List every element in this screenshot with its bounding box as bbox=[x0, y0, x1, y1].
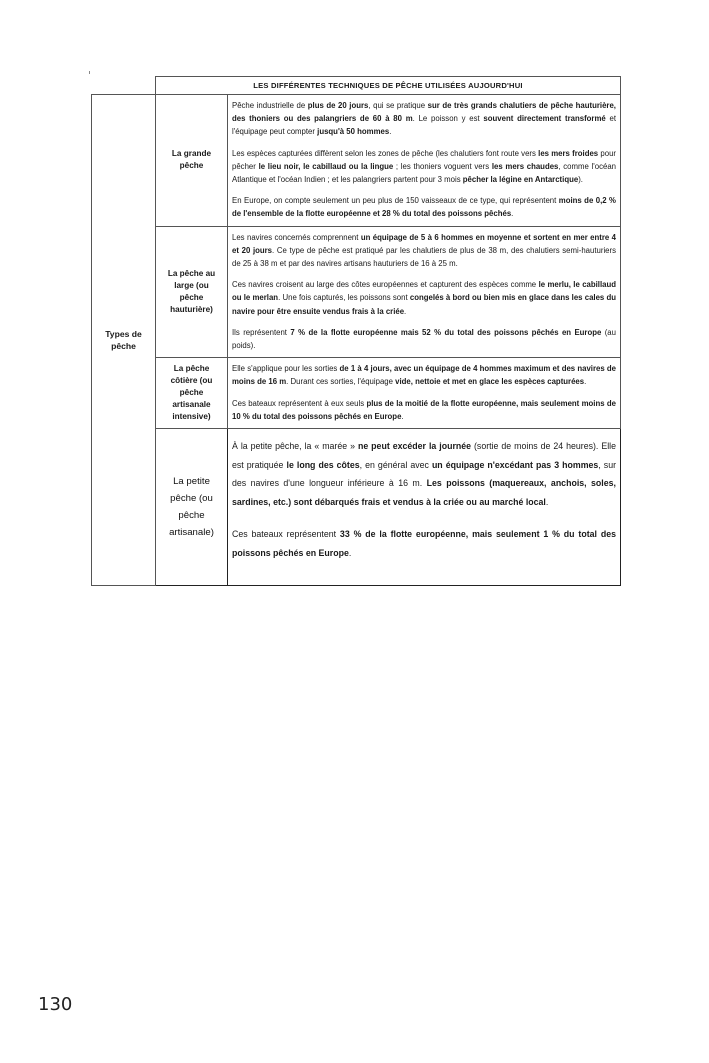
bold-text: ne peut excéder la journée bbox=[357, 441, 472, 452]
category-peche-au-large: La pêche au large (ou pêche hauturière) bbox=[156, 226, 228, 358]
description-paragraph bbox=[232, 231, 616, 271]
bold-text: jusqu'à 50 hommes bbox=[317, 127, 390, 137]
table-row bbox=[92, 95, 621, 227]
description-paragraph bbox=[232, 525, 616, 562]
description-peche-au-large bbox=[228, 226, 621, 358]
bold-text: les mers froides bbox=[538, 148, 599, 158]
category-grande-peche: La grande pêche bbox=[156, 95, 228, 227]
table-row bbox=[92, 429, 621, 586]
text: . Une fois capturés, les poissons sont bbox=[278, 293, 410, 303]
description-paragraph bbox=[232, 99, 616, 139]
bold-text: plus de 20 jours bbox=[307, 101, 369, 110]
text: , en général avec bbox=[359, 459, 432, 470]
text: Ces bateaux représentent bbox=[232, 529, 340, 540]
fishing-techniques-table-container bbox=[91, 76, 620, 586]
text: Elle s'applique pour les sorties bbox=[232, 364, 340, 374]
description-grande-peche bbox=[228, 95, 621, 227]
text: ; les thoniers voguent vers bbox=[393, 161, 492, 171]
text: Pêche industrielle de bbox=[232, 101, 308, 110]
corner-mark bbox=[89, 71, 93, 74]
text: ). bbox=[578, 175, 583, 185]
bold-text: les mers chaudes bbox=[491, 161, 559, 171]
bold-text: pêcher la légine en Antarctique bbox=[462, 175, 579, 185]
text: Les navires concernés comprennent bbox=[232, 232, 361, 242]
text: En Europe, on compte seulement un peu plus de 150 vaisseaux de ce type, qui représentent bbox=[232, 196, 559, 206]
text: (sortie de moins de 24 heures). Elle est pratiquée bbox=[232, 441, 617, 470]
text: , sur des navires d'une longueur inférieure à 16 m. bbox=[232, 459, 617, 489]
table-corner-empty bbox=[92, 77, 156, 95]
description-paragraph bbox=[232, 437, 616, 511]
table-row bbox=[92, 358, 621, 429]
text: . bbox=[511, 209, 514, 219]
bold-text: congelés à bord ou bien mis en glace dans les cales du navire pour être ensuite vendus frais à la criée bbox=[232, 293, 616, 316]
bold-text: un équipage de 5 à 6 hommes en moyenne et sortent en mer entre 4 et 20 jours bbox=[232, 232, 616, 255]
description-paragraph bbox=[232, 194, 616, 220]
text: . bbox=[404, 306, 407, 316]
fishing-techniques-table bbox=[91, 76, 621, 586]
bold-text: vide, nettoie et met en glace les espèces capturées bbox=[395, 377, 585, 387]
bold-text: de 1 à 4 jours, avec un équipage de 4 hommes maximum et des navires de moins de 16 m bbox=[232, 364, 616, 387]
page-number: 130 bbox=[38, 994, 73, 1015]
text: . bbox=[401, 411, 404, 421]
text: . Le poisson y est bbox=[412, 114, 484, 124]
bold-text: un équipage n'excédant pas 3 hommes bbox=[431, 459, 599, 470]
bold-text: sur de très grands chalutiers de pêche hauturière, des thoniers ou des palangriers de 60 à 80 m bbox=[232, 101, 616, 124]
text: . bbox=[584, 377, 587, 387]
text: Ces bateaux représentent à eux seuls bbox=[232, 398, 367, 408]
description-paragraph bbox=[232, 147, 616, 187]
category-petite-peche: La petite pêche (ou pêche artisanale) bbox=[156, 429, 228, 586]
bold-text: 7 % de la flotte européenne mais 52 % du total des poissons pêchés en Europe bbox=[290, 327, 602, 337]
bold-text: Les poissons (maquereaux, anchois, soles, sardines, etc.) sont débarqués frais et vendus à la criée ou au marché local bbox=[232, 478, 616, 507]
text: . bbox=[545, 496, 549, 507]
description-paragraph bbox=[232, 362, 616, 388]
text: pour pêcher bbox=[232, 148, 616, 171]
bold-text: plus de la moitié de la flotte européenne, mais seulement moins de 10 % du total des poissons pêchés en Europe bbox=[232, 398, 616, 421]
text: et l'équipage peut compter bbox=[232, 114, 617, 137]
text: Ces navires croisent au large des côtes européennes et capturent des espèces comme bbox=[232, 280, 539, 290]
text: , comme l'océan Atlantique et l'océan Indien ; et les palangriers partent pour 3 mois bbox=[232, 161, 617, 185]
text: . Durant ces sorties, l'équipage bbox=[286, 377, 396, 387]
text: . bbox=[389, 127, 392, 137]
table-title: LES DIFFÉRENTES TECHNIQUES DE PÊCHE UTILISÉES AUJOURD'HUI bbox=[156, 77, 621, 95]
description-peche-cotiere bbox=[228, 358, 621, 429]
text: (au poids). bbox=[232, 327, 616, 351]
text: À la petite pêche, la « marée » bbox=[232, 441, 358, 452]
row-header-types-de-peche: Types de pêche bbox=[92, 95, 156, 586]
description-paragraph bbox=[232, 397, 616, 423]
text: , qui se pratique bbox=[368, 101, 428, 110]
bold-text: le long des côtes bbox=[286, 459, 360, 470]
text: . Ce type de pêche est pratiqué par les chalutiers de plus de 38 m, des chalutiers semi-hauturiers de 25 à 38 m et par des navires artisans hauturiers de 16 à 25 m. bbox=[232, 245, 617, 269]
description-paragraph bbox=[232, 326, 616, 352]
description-petite-peche bbox=[228, 429, 621, 586]
bold-text: moins de 0,2 % de l'ensemble de la flotte européenne et 28 % du total des poissons pêchés bbox=[232, 196, 616, 219]
text: Les espèces capturées diffèrent selon les zones de pêche (les chalutiers font route vers bbox=[232, 148, 539, 158]
bold-text: le lieu noir, le cabillaud ou la lingue bbox=[258, 161, 394, 171]
bold-text: souvent directement transformé bbox=[483, 114, 606, 124]
category-peche-cotiere: La pêche côtière (ou pêche artisanale intensive) bbox=[156, 358, 228, 429]
description-paragraph bbox=[232, 278, 616, 318]
text: Ils représentent bbox=[232, 327, 291, 337]
text: . bbox=[348, 548, 352, 559]
bold-text: le merlu, le cabillaud ou le merlan bbox=[232, 280, 616, 303]
table-row bbox=[92, 226, 621, 358]
bold-text: 33 % de la flotte européenne, mais seulement 1 % du total des poissons pêchés en Europe bbox=[232, 529, 616, 559]
